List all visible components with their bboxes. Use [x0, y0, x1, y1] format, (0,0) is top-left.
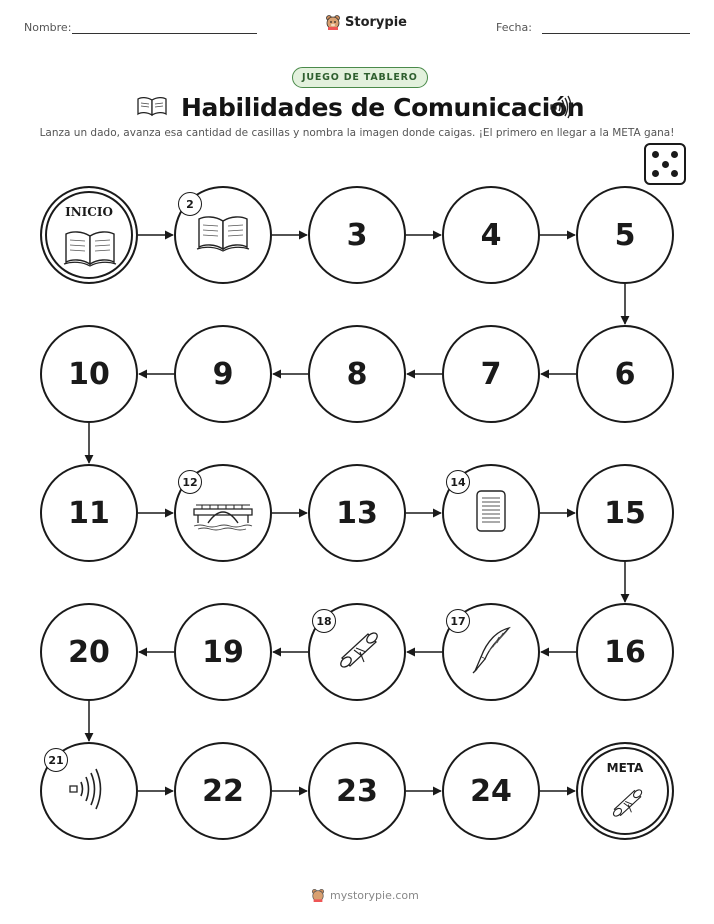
space-number: 22 — [202, 773, 244, 809]
board-space — [40, 603, 138, 701]
space-number: 17 — [446, 609, 470, 633]
board-space — [174, 742, 272, 840]
board-space — [442, 742, 540, 840]
space-number: 15 — [604, 495, 646, 531]
start-space — [40, 186, 138, 284]
board-space — [174, 464, 272, 562]
space-number: 6 — [614, 356, 636, 392]
board-space — [442, 603, 540, 701]
brand-name: Storypie — [345, 14, 407, 30]
space-number: 3 — [346, 217, 368, 253]
space-number: 18 — [312, 609, 336, 633]
space-number: 21 — [44, 748, 68, 772]
finish-space — [576, 742, 674, 840]
board-space — [576, 325, 674, 423]
space-number: 24 — [470, 773, 512, 809]
bear-logo-icon — [311, 888, 325, 902]
space-number: 19 — [202, 634, 244, 670]
board-space — [40, 464, 138, 562]
tablet-icon — [474, 488, 508, 538]
space-number: 16 — [604, 634, 646, 670]
bridge-icon — [192, 491, 254, 535]
space-number: 23 — [336, 773, 378, 809]
instructions: Lanza un dado, avanza esa cantidad de casillas y nombra la imagen donde caigas. ¡El primero en llegar a la META gana! — [39, 127, 675, 139]
board-space — [40, 742, 138, 840]
space-number: 4 — [480, 217, 502, 253]
space-number: 11 — [68, 495, 110, 531]
board-space — [576, 464, 674, 562]
board-space — [576, 603, 674, 701]
space-number: 13 — [336, 495, 378, 531]
board-space — [576, 186, 674, 284]
board-space — [442, 325, 540, 423]
space-number: 10 — [68, 356, 110, 392]
date-label: Fecha: — [496, 21, 532, 34]
board-space — [308, 464, 406, 562]
space-number: 5 — [614, 217, 636, 253]
board-space — [442, 186, 540, 284]
space-number: 9 — [212, 356, 234, 392]
space-number: 2 — [178, 192, 202, 216]
footer-url[interactable]: mystorypie.com — [330, 888, 419, 902]
finish-label: META — [606, 761, 644, 775]
space-number: 7 — [480, 356, 502, 392]
board-space — [308, 742, 406, 840]
page-title: Habilidades de Comunicación — [181, 93, 585, 122]
scroll-icon — [332, 628, 382, 676]
name-label: Nombre: — [24, 21, 72, 34]
space-number: 12 — [178, 470, 202, 494]
sound-waves-icon — [67, 766, 111, 816]
board-space — [174, 325, 272, 423]
board-space — [308, 186, 406, 284]
board-space — [442, 464, 540, 562]
footer — [311, 888, 419, 902]
space-number: 8 — [346, 356, 368, 392]
board-space — [174, 186, 272, 284]
start-label: INICIO — [65, 205, 113, 219]
space-number: 14 — [446, 470, 470, 494]
board-space — [308, 325, 406, 423]
space-number: 20 — [68, 634, 110, 670]
board-space — [40, 325, 138, 423]
game-type-badge: JUEGO DE TABLERO — [292, 67, 428, 88]
book-icon — [196, 213, 250, 257]
board-space — [308, 603, 406, 701]
board-space — [174, 603, 272, 701]
quill-icon — [469, 625, 513, 679]
